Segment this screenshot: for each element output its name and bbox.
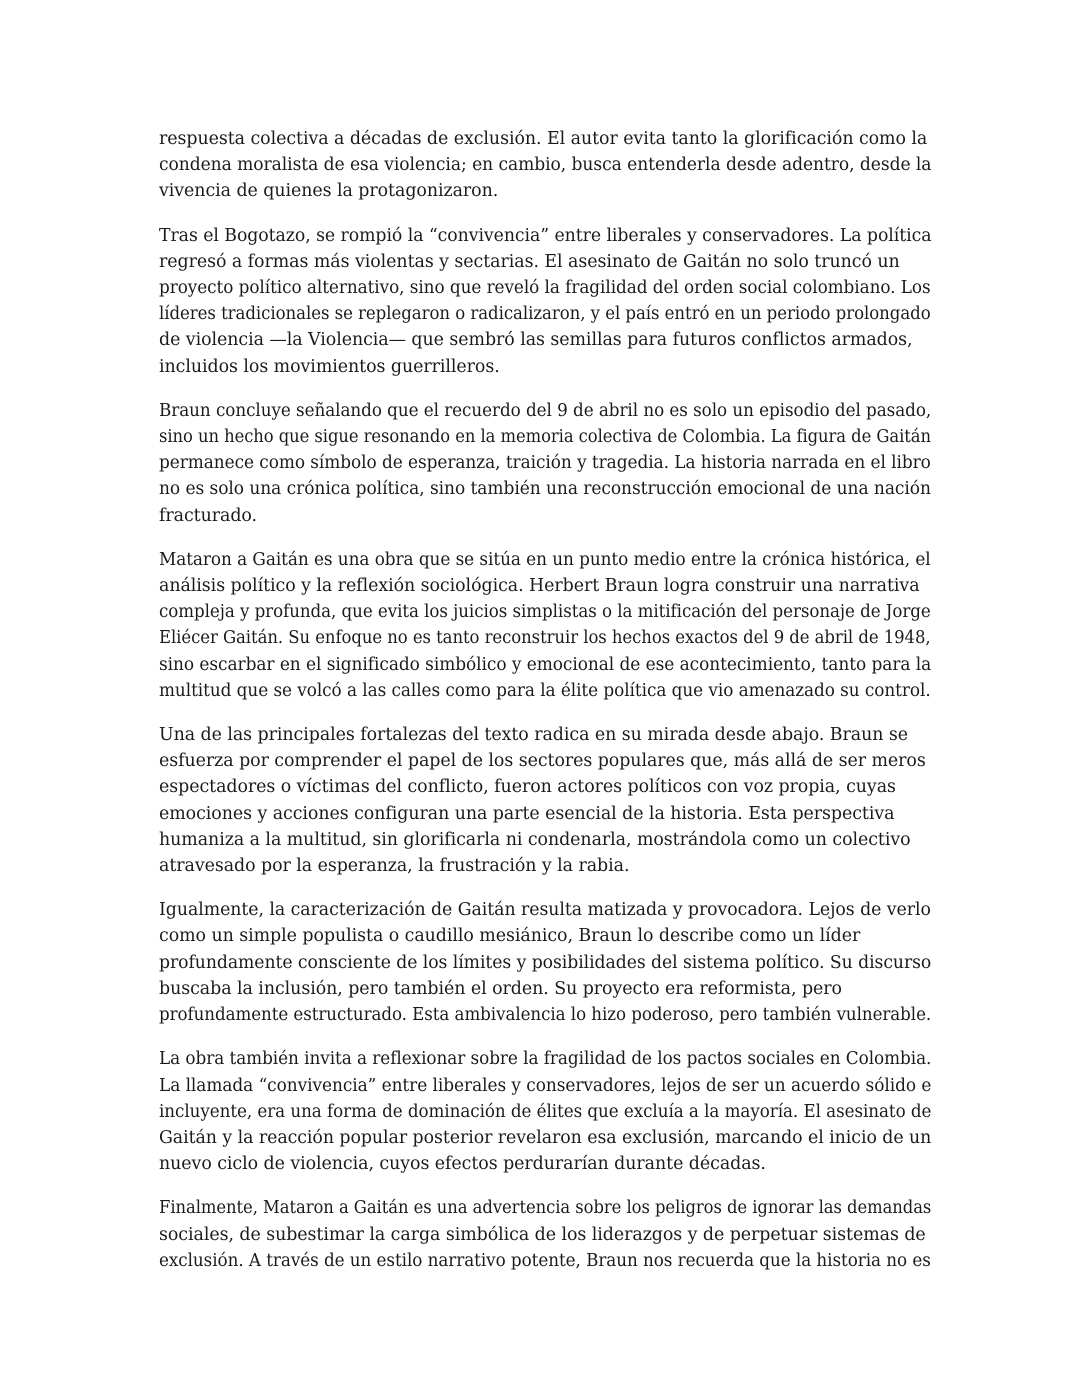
text-line: humaniza a la multitud, sin glorificarla ni condenarla, mostrándola como un colectivo	[159, 829, 911, 850]
text-line: proyecto político alternativo, sino que reveló la fragilidad del orden social colombiano. Los	[159, 278, 931, 299]
text-line: buscaba la inclusión, pero también el orden. Su proyecto era reformista, pero	[159, 978, 842, 999]
text-line: emociones y acciones configuran una parte esencial de la historia. Esta perspectiva	[159, 803, 895, 824]
text-line: sino un hecho que sigue resonando en la memoria colectiva de Colombia. La figura de Gaitán	[159, 427, 931, 448]
text-line: condena moralista de esa violencia; en cambio, busca entenderla desde adentro, desde la	[159, 155, 932, 176]
text-line: Finalmente, Mataron a Gaitán es una advertencia sobre los peligros de ignorar las demandas	[159, 1198, 932, 1219]
text-line: multitud que se volcó a las calles como para la élite política que vio amenazado su control.	[159, 680, 931, 701]
text-line: exclusión. A través de un estilo narrativo potente, Braun nos recuerda que la historia no es	[159, 1250, 931, 1271]
text-line: nuevo ciclo de violencia, cuyos efectos perdurarían durante décadas.	[159, 1154, 766, 1175]
document-body	[159, 126, 931, 1292]
text-line: no es solo una crónica política, sino también una reconstrucción emocional de una nación	[159, 479, 931, 500]
text-line: permanece como símbolo de esperanza, traición y tragedia. La historia narrada en el libro	[159, 453, 931, 474]
text-line: regresó a formas más violentas y sectarias. El asesinato de Gaitán no solo truncó un	[159, 251, 900, 272]
text-line: Tras el Bogotazo, se rompió la “convivencia” entre liberales y conservadores. La política	[159, 225, 932, 246]
paragraph-5	[159, 722, 931, 879]
text-line: Gaitán y la reacción popular posterior revelaron esa exclusión, marcando el inicio de un	[159, 1127, 932, 1148]
text-line: esfuerza por comprender el papel de los sectores populares que, más allá de ser meros	[159, 751, 926, 772]
paragraph-3	[159, 398, 931, 529]
text-line: fracturado.	[159, 505, 258, 526]
text-line: Mataron a Gaitán es una obra que se sitúa en un punto medio entre la crónica histórica, el	[159, 549, 931, 570]
text-line: espectadores o víctimas del conflicto, fueron actores políticos con voz propia, cuyas	[159, 777, 896, 798]
text-line: vivencia de quienes la protagonizaron.	[159, 181, 499, 202]
text-line: Una de las principales fortalezas del texto radica en su mirada desde abajo. Braun se	[159, 725, 908, 746]
text-line: Eliécer Gaitán. Su enfoque no es tanto reconstruir los hechos exactos del 9 de abril de 1948,	[159, 628, 931, 649]
text-line: sino escarbar en el significado simbólico y emocional de ese acontecimiento, tanto para la	[159, 654, 932, 675]
text-line: Igualmente, la caracterización de Gaitán resulta matizada y provocadora. Lejos de verlo	[159, 900, 931, 921]
text-line: Braun concluye señalando que el recuerdo del 9 de abril no es solo un episodio del pasado,	[159, 400, 932, 421]
text-line: atravesado por la esperanza, la frustración y la rabia.	[159, 856, 630, 877]
paragraph-6	[159, 897, 931, 1028]
paragraph-1	[159, 126, 931, 205]
text-line: La obra también invita a reflexionar sobre la fragilidad de los pactos sociales en Colombia.	[159, 1049, 932, 1070]
paragraph-4	[159, 547, 931, 704]
paragraph-7	[159, 1046, 931, 1177]
text-line: respuesta colectiva a décadas de exclusión. El autor evita tanto la glorificación como la	[159, 129, 928, 149]
paragraph-2	[159, 223, 931, 380]
text-line: profundamente consciente de los límites y posibilidades del sistema político. Su discurso	[159, 952, 932, 973]
text-line: incluidos los movimientos guerrilleros.	[159, 356, 500, 377]
text-line: como un simple populista o caudillo mesiánico, Braun lo describe como un líder	[159, 926, 861, 947]
paragraph-8	[159, 1195, 931, 1274]
text-line: La llamada “convivencia” entre liberales y conservadores, lejos de ser un acuerdo sólido e	[159, 1075, 932, 1096]
text-line: compleja y profunda, que evita los juicios simplistas o la mitificación del personaje de Jorge	[159, 602, 931, 623]
text-line: líderes tradicionales se replegaron o radicalizaron, y el país entró en un periodo prolongado	[159, 304, 931, 325]
text-line: de violencia —la Violencia— que sembró las semillas para futuros conflictos armados,	[159, 330, 913, 351]
text-line: sociales, de subestimar la carga simbólica de los liderazgos y de perpetuar sistemas de	[159, 1224, 926, 1245]
text-line: análisis político y la reflexión sociológica. Herbert Braun logra construir una narrativa	[159, 576, 920, 597]
text-line: profundamente estructurado. Esta ambivalencia lo hizo poderoso, pero también vulnerable.	[159, 1005, 932, 1026]
text-line: incluyente, era una forma de dominación de élites que excluía a la mayoría. El asesinato de	[159, 1101, 932, 1122]
